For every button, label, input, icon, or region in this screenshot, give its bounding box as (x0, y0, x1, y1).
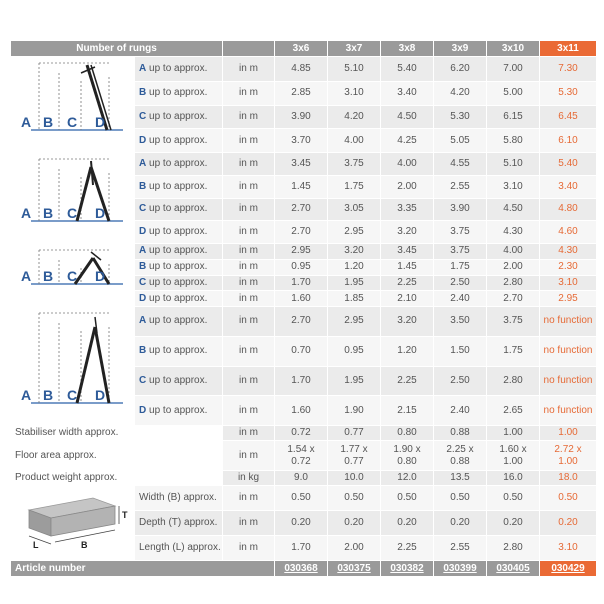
value-cell: 3.20 (381, 221, 434, 244)
row-label: Product weight approx. (11, 471, 223, 486)
dimension-letter: D (139, 226, 147, 238)
value-cell: 2.00 (328, 536, 381, 561)
value-cell: 1.00 (487, 426, 540, 441)
row-label (135, 105, 223, 129)
row-label-text: up to approx. (149, 87, 208, 99)
value-cell: 16.0 (487, 471, 540, 486)
diagram-letter: B (43, 114, 54, 130)
value-cell: 1.70 (275, 536, 328, 561)
value-cell: 2.40 (434, 291, 487, 307)
article-number-link[interactable]: 030429 (540, 561, 597, 577)
value-cell: 2.25 (381, 275, 434, 291)
value-cell: 1.20 (328, 259, 381, 275)
value-cell: no function (540, 396, 597, 426)
value-cell: 10.0 (328, 471, 381, 486)
value-cell: 5.30 (540, 81, 597, 105)
value-cell: 4.00 (328, 129, 381, 153)
value-cell: no function (540, 366, 597, 396)
value-cell: 4.85 (275, 57, 328, 82)
diagram-letter: D (95, 268, 106, 284)
row-label (135, 244, 223, 260)
value-cell: 2.95 (328, 221, 381, 244)
package-letter: B (81, 540, 88, 550)
value-cell (328, 441, 381, 471)
value-cell: 2.80 (487, 275, 540, 291)
unit-cell: in m (223, 366, 275, 396)
dimension-letter: C (139, 203, 147, 215)
unit-cell: in m (223, 57, 275, 82)
value-cell: 2.25 (381, 366, 434, 396)
value-cell: no function (540, 336, 597, 366)
value-cell: 1.95 (328, 275, 381, 291)
value-cell: 1.90 (328, 396, 381, 426)
value-cell: 6.15 (487, 105, 540, 129)
row-label-text: up to approx. (149, 315, 208, 327)
value-cell: 4.55 (434, 153, 487, 176)
row-label-text: up to approx. (149, 276, 208, 288)
dimension-letter: D (139, 292, 147, 304)
package-letter: L (33, 540, 39, 550)
size-header: 3x8 (381, 41, 434, 57)
value-cell: 2.40 (434, 396, 487, 426)
value-line: 1.77 x (340, 443, 368, 455)
unit-cell: in m (223, 336, 275, 366)
value-cell: 4.50 (381, 105, 434, 129)
value-cell: 1.20 (381, 336, 434, 366)
diagram-letter: D (95, 387, 106, 403)
article-number-link[interactable]: 030405 (487, 561, 540, 577)
value-line: 1.90 x (393, 443, 421, 455)
spec-row (11, 307, 597, 337)
row-label: Stabiliser width approx. (11, 426, 223, 441)
unit-cell: in m (223, 441, 275, 471)
dimension-letter: B (139, 261, 147, 273)
value-cell: 3.35 (381, 198, 434, 221)
diagram-letter: C (67, 387, 78, 403)
value-line: 0.88 (450, 455, 470, 467)
row-label-text: up to approx. (149, 261, 208, 273)
value-cell: 5.05 (434, 129, 487, 153)
row-label: Floor area approx. (11, 441, 223, 471)
diagram-letter: A (21, 114, 32, 130)
size-header-highlight: 3x11 (540, 41, 597, 57)
value-cell: 6.20 (434, 57, 487, 82)
unit-cell: in m (223, 307, 275, 337)
ladder-diagram-icon (11, 244, 135, 302)
value-cell: 5.10 (328, 57, 381, 82)
diagram-letter: D (95, 114, 106, 130)
value-cell: 4.25 (381, 129, 434, 153)
unit-cell: in kg (223, 471, 275, 486)
diagram-letter: A (21, 387, 32, 403)
row-label-text: up to approx. (149, 62, 208, 74)
unit-cell: in m (223, 536, 275, 561)
package-box-icon (11, 486, 135, 556)
row-label-text: up to approx. (149, 245, 208, 257)
row-label (135, 396, 223, 426)
unit-cell: in m (223, 426, 275, 441)
article-number-link[interactable]: 030399 (434, 561, 487, 577)
unit-cell: in m (223, 291, 275, 307)
row-label (135, 336, 223, 366)
unit-cell: in m (223, 275, 275, 291)
unit-cell: in m (223, 244, 275, 260)
value-cell: 3.45 (381, 244, 434, 260)
row-label (135, 291, 223, 307)
package-letter: T (122, 510, 128, 520)
value-cell: 4.50 (487, 198, 540, 221)
article-label: Article number (11, 561, 275, 577)
value-cell: 3.75 (487, 307, 540, 337)
diagram-letter: C (67, 205, 78, 221)
value-cell: 9.0 (275, 471, 328, 486)
value-cell: 5.40 (381, 57, 434, 82)
row-label (135, 221, 223, 244)
dimension-letter: C (139, 110, 147, 122)
value-cell: 6.10 (540, 129, 597, 153)
value-cell: 2.50 (434, 366, 487, 396)
row-label-text: up to approx. (149, 345, 208, 357)
value-cell: 1.75 (434, 259, 487, 275)
diagram-letter: C (67, 114, 78, 130)
value-cell: 3.05 (328, 198, 381, 221)
value-cell: 2.95 (540, 291, 597, 307)
row-label (135, 153, 223, 176)
row-label (135, 275, 223, 291)
row-label-text: up to approx. (149, 157, 208, 169)
value-cell: 13.5 (434, 471, 487, 486)
diagram-letter: B (43, 205, 54, 221)
value-line: 0.80 (397, 455, 417, 467)
unit-cell: in m (223, 486, 275, 511)
row-label (135, 175, 223, 198)
value-cell: no function (540, 307, 597, 337)
value-cell: 3.90 (275, 105, 328, 129)
ladder-diagram-cell (11, 153, 135, 244)
value-cell: 7.00 (487, 57, 540, 82)
size-header: 3x10 (487, 41, 540, 57)
value-cell: 4.00 (381, 153, 434, 176)
unit-cell: in m (223, 396, 275, 426)
unit-cell: in m (223, 511, 275, 536)
unit-cell: in m (223, 198, 275, 221)
value-cell: 1.00 (540, 426, 597, 441)
value-cell: 3.75 (328, 153, 381, 176)
value-cell: 1.50 (434, 336, 487, 366)
row-label (135, 307, 223, 337)
row-label-text: up to approx. (149, 203, 208, 215)
ladder-diagram-cell (11, 57, 135, 153)
value-line: 1.00 (558, 455, 578, 467)
value-cell: 2.70 (275, 198, 328, 221)
ladder-diagram-icon (11, 57, 135, 148)
value-cell (381, 441, 434, 471)
row-label-text: up to approx. (149, 110, 208, 122)
value-cell: 2.70 (275, 221, 328, 244)
row-label (135, 259, 223, 275)
value-cell: 5.30 (434, 105, 487, 129)
ladder-diagram-icon (11, 153, 135, 239)
value-cell: 2.70 (275, 307, 328, 337)
value-cell (487, 441, 540, 471)
value-cell: 3.75 (434, 221, 487, 244)
value-cell: 3.10 (540, 275, 597, 291)
value-cell: 5.00 (487, 81, 540, 105)
dimension-letter: C (139, 374, 147, 386)
dimension-letter: D (139, 404, 147, 416)
unit-cell: in m (223, 259, 275, 275)
size-header: 3x6 (275, 41, 328, 57)
value-cell: 4.80 (540, 198, 597, 221)
value-cell: 3.70 (275, 129, 328, 153)
value-cell: 5.40 (540, 153, 597, 176)
value-cell: 1.45 (381, 259, 434, 275)
value-cell: 0.20 (275, 511, 328, 536)
value-cell: 1.70 (275, 275, 328, 291)
unit-cell: in m (223, 175, 275, 198)
value-cell: 0.72 (275, 426, 328, 441)
unit-header (223, 41, 275, 57)
value-line: 0.72 (291, 455, 311, 467)
value-cell: 0.88 (434, 426, 487, 441)
stabiliser-row (11, 426, 597, 441)
spec-row (11, 244, 597, 260)
row-label-text: up to approx. (149, 404, 208, 416)
value-line: 1.54 x (287, 443, 315, 455)
value-cell: 1.60 (275, 291, 328, 307)
unit-cell: in m (223, 221, 275, 244)
ladder-diagram-cell (11, 307, 135, 426)
value-cell: 3.75 (434, 244, 487, 260)
unit-cell: in m (223, 105, 275, 129)
article-number-link[interactable]: 030368 (275, 561, 328, 577)
value-cell: 2.15 (381, 396, 434, 426)
floor-area-row (11, 441, 597, 471)
package-row (11, 486, 597, 511)
article-number-link[interactable]: 030382 (381, 561, 434, 577)
value-cell: 0.50 (487, 486, 540, 511)
package-diagram-cell (11, 486, 135, 561)
value-cell: 3.20 (381, 307, 434, 337)
weight-row (11, 471, 597, 486)
dimension-letter: D (139, 134, 147, 146)
value-line: 1.00 (503, 455, 523, 467)
value-cell: 0.50 (328, 486, 381, 511)
value-cell: 2.65 (487, 396, 540, 426)
value-cell: 0.70 (275, 336, 328, 366)
diagram-letter: A (21, 268, 32, 284)
value-cell: 18.0 (540, 471, 597, 486)
unit-cell: in m (223, 129, 275, 153)
value-cell: 0.20 (328, 511, 381, 536)
value-cell: 3.40 (540, 175, 597, 198)
spec-row (11, 57, 597, 82)
value-cell: 1.70 (275, 366, 328, 396)
header-row (11, 41, 597, 57)
row-label-text: up to approx. (149, 292, 208, 304)
row-label: Length (L) approx. (135, 536, 223, 561)
value-cell: 2.25 (381, 536, 434, 561)
value-cell: 4.20 (328, 105, 381, 129)
value-cell: 3.50 (434, 307, 487, 337)
value-cell: 4.30 (540, 244, 597, 260)
value-cell: 2.30 (540, 259, 597, 275)
article-number-link[interactable]: 030375 (328, 561, 381, 577)
value-line: 0.77 (344, 455, 364, 467)
value-cell: 5.80 (487, 129, 540, 153)
value-cell: 2.95 (275, 244, 328, 260)
value-cell (540, 441, 597, 471)
value-cell: 0.50 (540, 486, 597, 511)
value-cell: 2.80 (487, 366, 540, 396)
dimension-letter: B (139, 345, 147, 357)
value-cell: 2.55 (434, 175, 487, 198)
value-cell: 2.00 (487, 259, 540, 275)
rungs-header: Number of rungs (11, 41, 223, 57)
value-cell: 0.20 (487, 511, 540, 536)
value-cell: 3.45 (275, 153, 328, 176)
value-cell: 0.95 (275, 259, 328, 275)
dimension-letter: C (139, 276, 147, 288)
value-cell: 3.40 (381, 81, 434, 105)
row-label (135, 366, 223, 396)
value-cell: 4.60 (540, 221, 597, 244)
value-cell: 1.95 (328, 366, 381, 396)
size-header: 3x7 (328, 41, 381, 57)
diagram-letter: D (95, 205, 106, 221)
value-cell: 2.10 (381, 291, 434, 307)
row-label: Width (B) approx. (135, 486, 223, 511)
dimension-letter: B (139, 180, 147, 192)
row-label-text: up to approx. (149, 226, 208, 238)
row-label (135, 129, 223, 153)
unit-cell: in m (223, 153, 275, 176)
value-cell: 5.10 (487, 153, 540, 176)
value-cell: 0.20 (381, 511, 434, 536)
diagram-letter: B (43, 268, 54, 284)
dimension-letter: A (139, 315, 147, 327)
value-cell: 1.75 (487, 336, 540, 366)
value-cell: 0.50 (434, 486, 487, 511)
value-cell: 2.80 (487, 536, 540, 561)
row-label (135, 198, 223, 221)
ladder-diagram-cell (11, 244, 135, 307)
value-cell: 1.60 (275, 396, 328, 426)
row-label: Depth (T) approx. (135, 511, 223, 536)
value-cell: 3.10 (487, 175, 540, 198)
spec-row (11, 153, 597, 176)
ladder-spec-table (10, 40, 597, 577)
value-line: 2.25 x (446, 443, 474, 455)
ladder-diagram-icon (11, 307, 135, 421)
value-cell: 4.00 (487, 244, 540, 260)
diagram-letter: C (67, 268, 78, 284)
value-cell: 2.85 (275, 81, 328, 105)
value-cell: 12.0 (381, 471, 434, 486)
value-cell: 2.70 (487, 291, 540, 307)
value-cell: 2.50 (434, 275, 487, 291)
row-label (135, 57, 223, 82)
value-cell: 3.10 (328, 81, 381, 105)
diagram-letter: B (43, 387, 54, 403)
value-cell: 7.30 (540, 57, 597, 82)
row-label-text: up to approx. (149, 180, 208, 192)
value-cell: 2.00 (381, 175, 434, 198)
value-cell (275, 441, 328, 471)
dimension-letter: A (139, 245, 147, 257)
dimension-letter: B (139, 87, 147, 99)
value-cell: 1.85 (328, 291, 381, 307)
value-cell: 3.90 (434, 198, 487, 221)
row-label (135, 81, 223, 105)
row-label-text: up to approx. (149, 134, 208, 146)
dimension-letter: A (139, 157, 147, 169)
value-cell (434, 441, 487, 471)
dimension-letter: A (139, 62, 147, 74)
value-cell: 0.20 (540, 511, 597, 536)
value-cell: 2.55 (434, 536, 487, 561)
value-line: 1.60 x (499, 443, 527, 455)
diagram-letter: A (21, 205, 32, 221)
value-cell: 6.45 (540, 105, 597, 129)
value-cell: 3.10 (540, 536, 597, 561)
article-row (11, 561, 597, 577)
value-cell: 0.80 (381, 426, 434, 441)
value-cell: 0.20 (434, 511, 487, 536)
value-cell: 0.50 (381, 486, 434, 511)
row-label-text: up to approx. (149, 374, 208, 386)
value-cell: 4.20 (434, 81, 487, 105)
unit-cell: in m (223, 81, 275, 105)
value-cell: 0.50 (275, 486, 328, 511)
value-cell: 3.20 (328, 244, 381, 260)
value-cell: 1.45 (275, 175, 328, 198)
value-cell: 0.77 (328, 426, 381, 441)
value-cell: 2.95 (328, 307, 381, 337)
value-cell: 4.30 (487, 221, 540, 244)
size-header: 3x9 (434, 41, 487, 57)
value-cell: 0.95 (328, 336, 381, 366)
value-line: 2.72 x (554, 443, 582, 455)
value-cell: 1.75 (328, 175, 381, 198)
